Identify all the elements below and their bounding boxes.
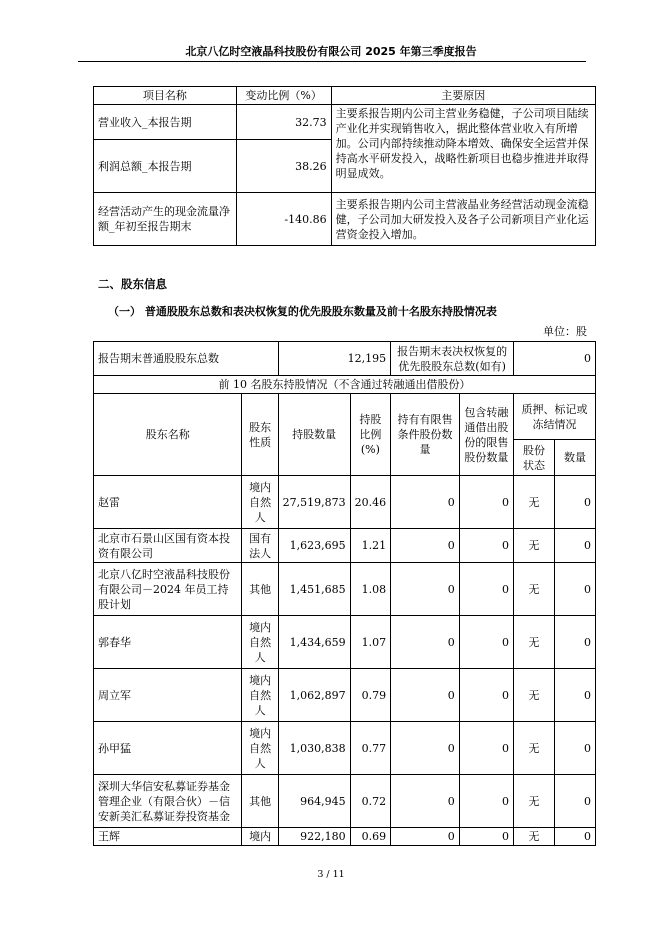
holder-shares: 1,623,695 [278,529,350,563]
change-ratio: 38.26 [236,140,331,193]
holder-shares: 964,945 [278,775,350,828]
table-row [94,828,596,846]
holder-ratio: 0.79 [350,669,391,722]
holder-status: 无 [514,828,555,846]
holder-lent: 0 [459,828,513,846]
holder-status: 无 [514,529,555,563]
holder-lent: 0 [459,563,513,616]
shareholders-table [93,341,596,846]
col-ratio: 持股比例(%) [350,394,391,476]
holder-qty: 0 [555,616,596,669]
section-title: 二、股东信息 [98,277,167,291]
holder-ratio: 1.08 [350,563,391,616]
holder-status: 无 [514,563,555,616]
top10-caption-row [94,376,596,394]
page-header: 北京八亿时空液晶科技股份有限公司 2025 年第三季度报告 [185,45,477,58]
holder-nature: 境内自然人 [242,476,278,529]
table-row [94,722,596,775]
holder-shares: 1,062,897 [278,669,350,722]
col-lent: 包含转融通借出股份的限售股份数量 [459,394,513,476]
summary-row [94,342,596,376]
section-subtitle: （一） 普通股股东总数和表决权恢复的优先股股东数量及前十名股东持股情况表 [108,305,497,318]
page-number: 3 / 11 [317,869,345,880]
table-header-row [94,87,596,105]
col-pledge-qty: 数量 [555,440,596,476]
holder-nature: 国有法人 [242,529,278,563]
holder-name: 深圳大华信安私募证券基金管理企业（有限合伙）－信安新美汇私募证券投资基金 [94,775,242,828]
holder-name: 北京市石景山区国有资本投资有限公司 [94,529,242,563]
table-row [94,193,596,246]
col-main-reason: 主要原因 [331,87,595,105]
main-reason: 主要系报告期内公司主营业务稳健，子公司项目陆续产业化并实现销售收入，据此整体营业收入有所增加。公司内部持续推动降本增效、确保安全运营并保持高水平研发投入，战略性新项目也稳步推进并取得明显成效。 [331,105,595,193]
item-name: 营业收入_本报告期 [94,105,237,140]
col-pledge: 质押、标记或冻结情况 [514,394,596,440]
holder-shares: 1,030,838 [278,722,350,775]
preferred-holders-label: 报告期末表决权恢复的优先股股东总数(如有) [391,342,514,376]
col-share-status: 股份状态 [514,440,555,476]
holder-restricted: 0 [391,669,460,722]
holder-status: 无 [514,775,555,828]
holder-qty: 0 [555,529,596,563]
holder-nature: 其他 [242,775,278,828]
table-row [94,563,596,616]
col-holder-name: 股东名称 [94,394,242,476]
holder-lent: 0 [459,722,513,775]
holder-name: 赵雷 [94,476,242,529]
holder-qty: 0 [555,669,596,722]
holder-restricted: 0 [391,775,460,828]
change-ratio: -140.86 [236,193,331,246]
holder-ratio: 20.46 [350,476,391,529]
holder-name: 周立军 [94,669,242,722]
table-row [94,105,596,140]
col-restricted: 持有有限售条件股份数量 [391,394,460,476]
holder-restricted: 0 [391,722,460,775]
holder-nature: 其他 [242,563,278,616]
holder-nature: 境内 [242,828,278,846]
main-reason: 主要系报告期内公司主营液晶业务经营活动现金流稳健，子公司加大研发投入及各子公司新项目产业化运营资金投入增加。 [331,193,595,246]
col-shares: 持股数量 [278,394,350,476]
holder-nature: 境内自然人 [242,616,278,669]
holder-name: 北京八亿时空液晶科技股份有限公司－2024 年员工持股计划 [94,563,242,616]
holder-lent: 0 [459,529,513,563]
holder-status: 无 [514,669,555,722]
change-ratio: 32.73 [236,105,331,140]
holder-name: 王辉 [94,828,242,846]
table-row [94,616,596,669]
holder-lent: 0 [459,775,513,828]
holder-qty: 0 [555,563,596,616]
holder-ratio: 0.77 [350,722,391,775]
holder-lent: 0 [459,616,513,669]
holder-shares: 922,180 [278,828,350,846]
col-item-name: 项目名称 [94,87,237,105]
holder-status: 无 [514,476,555,529]
unit-label: 单位：股 [543,325,587,338]
col-holder-nature: 股东性质 [242,394,278,476]
header-divider [78,61,586,62]
holder-name: 郭春华 [94,616,242,669]
holder-ratio: 0.69 [350,828,391,846]
item-name: 利润总额_本报告期 [94,140,237,193]
col-change-ratio: 变动比例（%） [236,87,331,105]
holder-ratio: 1.21 [350,529,391,563]
holder-shares: 1,451,685 [278,563,350,616]
holder-name: 孙甲猛 [94,722,242,775]
holder-qty: 0 [555,476,596,529]
table-row [94,775,596,828]
table-row [94,529,596,563]
holder-status: 无 [514,616,555,669]
holder-lent: 0 [459,669,513,722]
change-reason-table [93,86,596,246]
holder-nature: 境内自然人 [242,669,278,722]
holder-restricted: 0 [391,563,460,616]
top10-caption: 前 10 名股东持股情况（不含通过转融通出借股份） [94,376,596,394]
item-name: 经营活动产生的现金流量净额_年初至报告期末 [94,193,237,246]
holder-ratio: 0.72 [350,775,391,828]
table-row [94,669,596,722]
holder-restricted: 0 [391,828,460,846]
holder-ratio: 1.07 [350,616,391,669]
holder-qty: 0 [555,722,596,775]
total-holders-value: 12,195 [278,342,390,376]
holder-restricted: 0 [391,476,460,529]
holder-shares: 27,519,873 [278,476,350,529]
holder-qty: 0 [555,775,596,828]
total-holders-label: 报告期末普通股股东总数 [94,342,279,376]
preferred-holders-value: 0 [514,342,596,376]
holder-restricted: 0 [391,616,460,669]
table-row [94,476,596,529]
holder-restricted: 0 [391,529,460,563]
holder-lent: 0 [459,476,513,529]
table-header-row [94,394,596,440]
holder-nature: 境内自然人 [242,722,278,775]
holder-status: 无 [514,722,555,775]
holder-qty: 0 [555,828,596,846]
holder-shares: 1,434,659 [278,616,350,669]
